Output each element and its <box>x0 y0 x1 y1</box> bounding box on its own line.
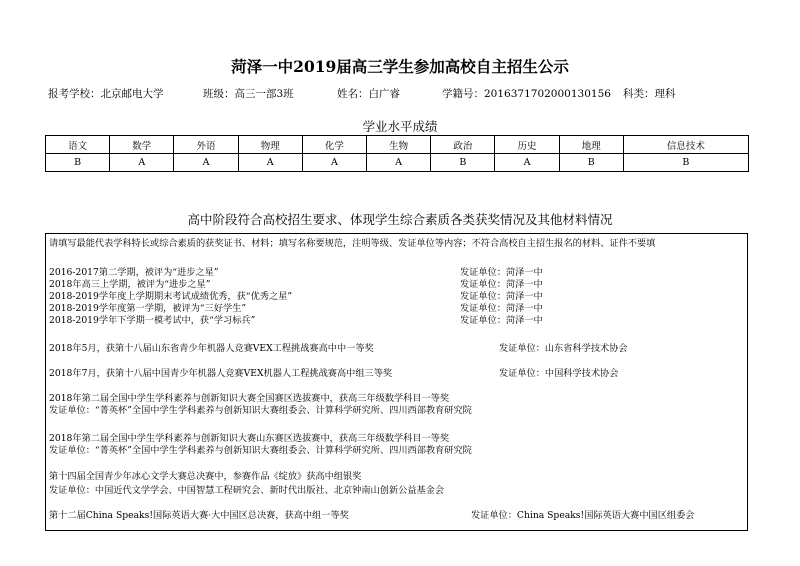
page-title: 菏泽一中2019届高三学生参加高校自主招生公示 <box>231 57 569 76</box>
level-cell: B <box>559 154 623 172</box>
award-text: 2018年7月，获第十八届中国青少年机器人竞赛VEX机器人工程挑战赛高中组三等奖 <box>49 368 393 379</box>
level-cell: B <box>46 154 110 172</box>
award-issuer: 发证单位：菏泽一中 <box>460 315 543 326</box>
subject-cell: 化学 <box>302 136 366 154</box>
grades-heading: 学业水平成绩 <box>362 119 438 134</box>
award-text: 2018年5月，获第十八届山东省青少年机器人竞赛VEX工程挑战赛高中中一等奖 <box>49 343 374 354</box>
award-issuer: 发证单位：中国科学技术协会 <box>499 368 619 379</box>
name-field: 姓名：白广睿 <box>337 88 400 100</box>
level-cell: B <box>623 154 748 172</box>
award-issuer: 发证单位：China Speaks!国际英语大赛中国区组委会 <box>471 510 695 521</box>
level-cell: A <box>367 154 431 172</box>
award-text: 2016-2017第二学期，被评为“进步之星” <box>49 267 219 278</box>
award-issuer: 发证单位：菏泽一中 <box>460 267 543 278</box>
subject-cell: 信息技术 <box>623 136 748 154</box>
subject-cell: 外语 <box>174 136 238 154</box>
award-text: 2018-2019学年度第一学期，被评为“三好学生” <box>49 303 247 314</box>
subject-cell: 生物 <box>367 136 431 154</box>
award-issuer: 发证单位：“菁英杯”全国中学生学科素养与创新知识大赛组委会、计算科学研究所、四川西部教育研究院 <box>49 405 472 416</box>
grades-table <box>45 135 749 172</box>
award-text: 第十四届全国青少年冰心文学大赛总决赛中，参赛作品《绽放》获高中组银奖 <box>49 471 362 482</box>
level-cell: A <box>495 154 559 172</box>
subject-cell: 政治 <box>431 136 495 154</box>
awards-box <box>45 233 748 531</box>
subject-cell: 语文 <box>46 136 110 154</box>
student-id-field: 学籍号：2016371702000130156 <box>442 88 611 100</box>
level-cell: A <box>238 154 302 172</box>
award-text: 2018年第二届全国中学生学科素养与创新知识大赛全国赛区选拔赛中，获高三年级数学科目一等奖 <box>49 393 450 404</box>
instruction-text: 请填写最能代表学科特长或综合素质的获奖证书、材料；填写名称要规范，注明等级、发证单位等内容；不符合高校自主招生报名的材料、证件不要填 <box>49 238 656 249</box>
grades-header-row <box>46 136 749 154</box>
level-cell: A <box>174 154 238 172</box>
level-cell: A <box>302 154 366 172</box>
school-field: 报考学校：北京邮电大学 <box>48 88 164 100</box>
award-issuer: 发证单位：山东省科学技术协会 <box>499 343 628 354</box>
subject-cell: 物理 <box>238 136 302 154</box>
award-text: 2018-2019学年度上学期期末考试成绩优秀，获“优秀之星” <box>49 291 293 302</box>
class-field: 班级：高三一部3班 <box>203 88 294 100</box>
subject-cell: 地理 <box>559 136 623 154</box>
award-issuer: 发证单位：菏泽一中 <box>460 291 543 302</box>
award-issuer: 发证单位：“菁英杯”全国中学生学科素养与创新知识大赛组委会、计算科学研究所、四川西部教育研究院 <box>49 445 472 456</box>
award-issuer: 发证单位：中国近代文学学会、中国智慧工程研究会、新时代出版社、北京钟南山创新公益基金会 <box>49 485 445 496</box>
awards-heading: 高中阶段符合高校招生要求、体现学生综合素质各类获奖情况及其他材料情况 <box>187 212 613 227</box>
subject-cell: 历史 <box>495 136 559 154</box>
award-text: 2018-2019学年下学期一模考试中，获“学习标兵” <box>49 315 256 326</box>
award-text: 2018年第二届全国中学生学科素养与创新知识大赛山东赛区选拔赛中，获高三年级数学科目一等奖 <box>49 433 450 444</box>
grades-level-row <box>46 154 749 172</box>
level-cell: A <box>110 154 174 172</box>
level-cell: B <box>431 154 495 172</box>
award-text: 2018年高三上学期，被评为“进步之星” <box>49 279 211 290</box>
award-issuer: 发证单位：菏泽一中 <box>460 303 543 314</box>
subject-field: 科类：理科 <box>623 88 676 100</box>
award-text: 第十二届China Speaks!国际英语大赛·大中国区总决赛，获高中组一等奖 <box>49 510 349 521</box>
subject-cell: 数学 <box>110 136 174 154</box>
award-issuer: 发证单位：菏泽一中 <box>460 279 543 290</box>
